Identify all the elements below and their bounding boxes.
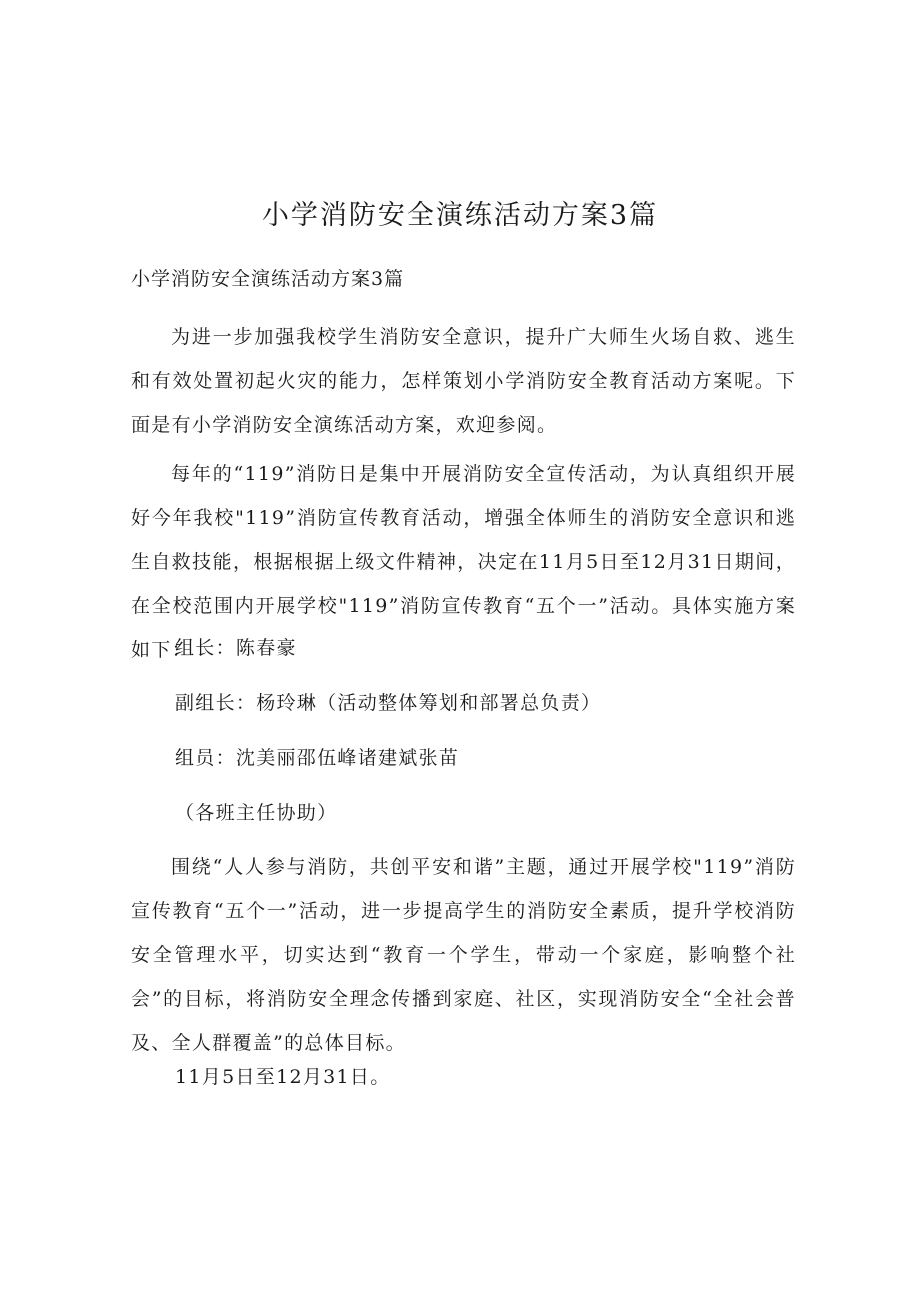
document-subtitle: 小学消防安全演练活动方案3篇	[131, 268, 405, 290]
document-title: 小学消防安全演练活动方案3篇	[261, 200, 659, 231]
team-assist: （各班主任协助）	[175, 802, 338, 824]
team-leader: 组长：陈春豪	[175, 637, 297, 659]
background-paragraph: 每年的“119”消防日是集中开展消防安全宣传活动，为认真组织开展好今年我校"119”消防宣传教育活动，增强全体师生的消防安全意识和逃生自救技能，根据根据上级文件精神，决定在11月5日至12月31日期间，在全校范围内开展学校"119”消防宣传教育“五个一”活动。具体实施方案如下：	[131, 463, 796, 661]
intro-paragraph: 为进一步加强我校学生消防安全意识，提升广大师生火场自救、逃生和有效处置初起火灾的能力，怎样策划小学消防安全教育活动方案呢。下面是有小学消防安全演练活动方案，欢迎参阅。	[131, 326, 796, 436]
activity-date-range: 11月5日至12月31日。	[175, 1066, 391, 1088]
theme-paragraph: 围绕“人人参与消防，共创平安和谐”主题，通过开展学校"119”消防宣传教育“五个一”活动，进一步提高学生的消防安全素质，提升学校消防安全管理水平，切实达到“教育一个学生，带动一个家庭，影响整个社会”的目标，将消防安全理念传播到家庭、社区，实现消防安全“全社会普及、全人群覆盖”的总体目标。	[131, 856, 796, 1054]
team-vice-leader: 副组长：杨玲琳（活动整体筹划和部署总负责）	[175, 692, 602, 714]
team-members: 组员：沈美丽邵伍峰诸建斌张苗	[175, 747, 460, 769]
